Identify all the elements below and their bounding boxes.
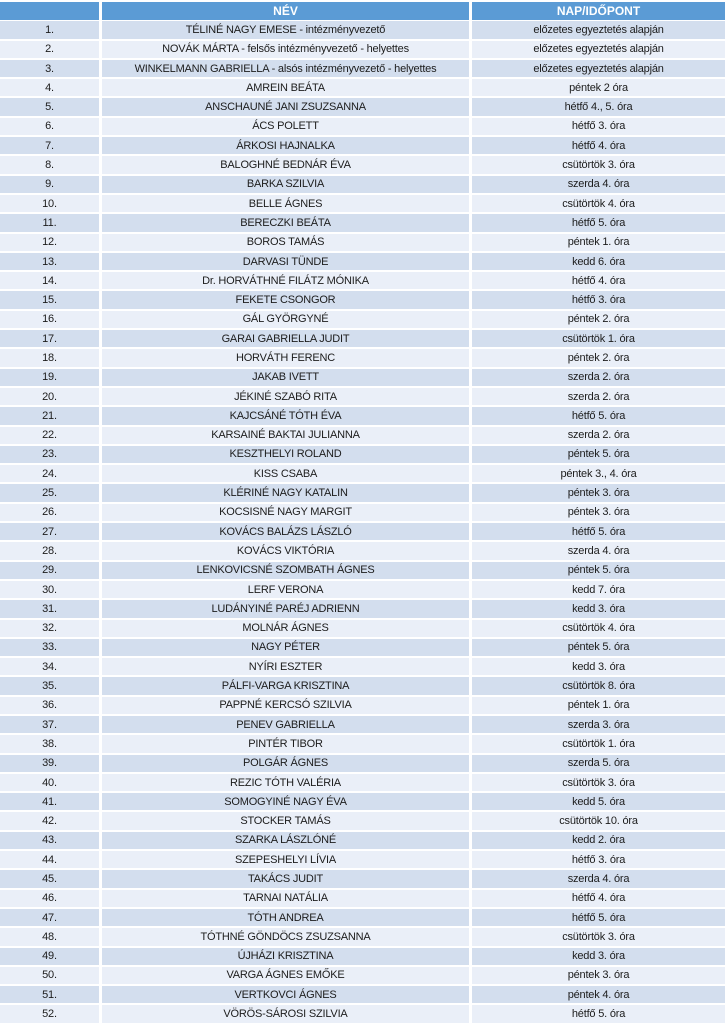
name-cell: PINTÉR TIBOR	[102, 735, 469, 752]
name-cell: FEKETE CSONGOR	[102, 291, 469, 308]
name-cell: LENKOVICSNÉ SZOMBATH ÁGNES	[102, 562, 469, 579]
time-cell: péntek 5. óra	[472, 562, 725, 579]
time-cell: szerda 4. óra	[472, 542, 725, 559]
time-cell: péntek 4. óra	[472, 986, 725, 1003]
row-number: 33.	[0, 639, 99, 656]
time-cell: kedd 2. óra	[472, 832, 725, 849]
time-cell: kedd 6. óra	[472, 253, 725, 270]
name-cell: TÓTH ANDREA	[102, 909, 469, 926]
time-cell: péntek 5. óra	[472, 639, 725, 656]
time-cell: kedd 7. óra	[472, 581, 725, 598]
name-cell: BALOGHNÉ BEDNÁR ÉVA	[102, 156, 469, 173]
name-cell: KOVÁCS BALÁZS LÁSZLÓ	[102, 523, 469, 540]
time-cell: csütörtök 3. óra	[472, 928, 725, 945]
name-cell: NOVÁK MÁRTA - felsős intézményvezető - helyettes	[102, 41, 469, 58]
name-cell: REZIC TÓTH VALÉRIA	[102, 774, 469, 791]
time-cell: hétfő 5. óra	[472, 214, 725, 231]
time-cell: hétfő 5. óra	[472, 523, 725, 540]
row-number: 26.	[0, 504, 99, 521]
header-nev: NÉV	[102, 2, 469, 20]
time-cell: kedd 5. óra	[472, 793, 725, 810]
row-number: 32.	[0, 620, 99, 637]
row-number: 48.	[0, 928, 99, 945]
name-cell: AMREIN BEÁTA	[102, 79, 469, 96]
name-cell: HORVÁTH FERENC	[102, 349, 469, 366]
time-cell: előzetes egyeztetés alapján	[472, 60, 725, 77]
name-cell: KOVÁCS VIKTÓRIA	[102, 542, 469, 559]
name-cell: KARSAINÉ BAKTAI JULIANNA	[102, 427, 469, 444]
time-cell: péntek 3., 4. óra	[472, 465, 725, 482]
name-cell: MOLNÁR ÁGNES	[102, 620, 469, 637]
row-number: 15.	[0, 291, 99, 308]
row-number: 17.	[0, 330, 99, 347]
name-cell: ANSCHAUNÉ JANI ZSUZSANNA	[102, 98, 469, 115]
name-cell: JÉKINÉ SZABÓ RITA	[102, 388, 469, 405]
time-cell: szerda 2. óra	[472, 427, 725, 444]
name-cell: VERTKOVCI ÁGNES	[102, 986, 469, 1003]
row-number: 23.	[0, 446, 99, 463]
name-cell: SZARKA LÁSZLÓNÉ	[102, 832, 469, 849]
row-number: 31.	[0, 600, 99, 617]
name-cell: GARAI GABRIELLA JUDIT	[102, 330, 469, 347]
name-cell: VÖRÖS-SÁROSI SZILVIA	[102, 1005, 469, 1022]
row-number: 28.	[0, 542, 99, 559]
row-number: 35.	[0, 677, 99, 694]
time-cell: hétfő 5. óra	[472, 909, 725, 926]
time-cell: kedd 3. óra	[472, 600, 725, 617]
time-cell: hétfő 4. óra	[472, 137, 725, 154]
time-cell: péntek 2. óra	[472, 311, 725, 328]
row-number: 1.	[0, 21, 99, 38]
row-number: 22.	[0, 427, 99, 444]
row-number: 42.	[0, 812, 99, 829]
time-cell: szerda 4. óra	[472, 176, 725, 193]
time-cell: hétfő 4. óra	[472, 890, 725, 907]
name-cell: TARNAI NATÁLIA	[102, 890, 469, 907]
name-cell: SOMOGYINÉ NAGY ÉVA	[102, 793, 469, 810]
time-cell: csütörtök 8. óra	[472, 677, 725, 694]
row-number: 30.	[0, 581, 99, 598]
header-nap-idopont: NAP/IDŐPONT	[472, 2, 725, 20]
time-cell: hétfő 5. óra	[472, 407, 725, 424]
name-cell: NYÍRI ESZTER	[102, 658, 469, 675]
name-cell: STOCKER TAMÁS	[102, 812, 469, 829]
row-number: 37.	[0, 716, 99, 733]
row-number: 3.	[0, 60, 99, 77]
row-number: 45.	[0, 870, 99, 887]
name-cell: TÉLINÉ NAGY EMESE - intézményvezető	[102, 21, 469, 38]
name-cell: KISS CSABA	[102, 465, 469, 482]
header-number-corner	[0, 2, 99, 20]
row-number: 7.	[0, 137, 99, 154]
time-cell: csütörtök 3. óra	[472, 774, 725, 791]
row-number: 49.	[0, 948, 99, 965]
time-cell: szerda 3. óra	[472, 716, 725, 733]
name-cell: TÓTHNÉ GÖNDÖCS ZSUZSANNA	[102, 928, 469, 945]
time-cell: hétfő 4. óra	[472, 272, 725, 289]
row-number: 4.	[0, 79, 99, 96]
row-number: 39.	[0, 755, 99, 772]
name-cell: LERF VERONA	[102, 581, 469, 598]
name-cell: KOCSISNÉ NAGY MARGIT	[102, 504, 469, 521]
row-number: 52.	[0, 1005, 99, 1022]
time-cell: csütörtök 1. óra	[472, 330, 725, 347]
time-cell: péntek 3. óra	[472, 504, 725, 521]
name-cell: PAPPNÉ KERCSÓ SZILVIA	[102, 697, 469, 714]
row-number: 47.	[0, 909, 99, 926]
time-cell: csütörtök 1. óra	[472, 735, 725, 752]
name-cell: Dr. HORVÁTHNÉ FILÁTZ MÓNIKA	[102, 272, 469, 289]
row-number: 12.	[0, 234, 99, 251]
name-cell: ÁRKOSI HAJNALKA	[102, 137, 469, 154]
row-number: 51.	[0, 986, 99, 1003]
row-number: 11.	[0, 214, 99, 231]
time-cell: péntek 3. óra	[472, 967, 725, 984]
name-cell: ÚJHÁZI KRISZTINA	[102, 948, 469, 965]
row-number: 5.	[0, 98, 99, 115]
row-number: 9.	[0, 176, 99, 193]
name-cell: POLGÁR ÁGNES	[102, 755, 469, 772]
row-number: 46.	[0, 890, 99, 907]
row-number: 8.	[0, 156, 99, 173]
time-cell: péntek 1. óra	[472, 234, 725, 251]
time-cell: péntek 1. óra	[472, 697, 725, 714]
row-number: 29.	[0, 562, 99, 579]
time-cell: szerda 5. óra	[472, 755, 725, 772]
time-cell: csütörtök 4. óra	[472, 195, 725, 212]
name-cell: VARGA ÁGNES EMŐKE	[102, 967, 469, 984]
time-cell: péntek 2 óra	[472, 79, 725, 96]
row-number: 6.	[0, 118, 99, 135]
name-cell: KESZTHELYI ROLAND	[102, 446, 469, 463]
time-cell: szerda 2. óra	[472, 388, 725, 405]
row-number: 13.	[0, 253, 99, 270]
name-cell: TAKÁCS JUDIT	[102, 870, 469, 887]
time-cell: szerda 4. óra	[472, 870, 725, 887]
row-number: 16.	[0, 311, 99, 328]
time-cell: hétfő 4., 5. óra	[472, 98, 725, 115]
name-cell: KAJCSÁNÉ TÓTH ÉVA	[102, 407, 469, 424]
row-number: 21.	[0, 407, 99, 424]
name-cell: BELLE ÁGNES	[102, 195, 469, 212]
time-cell: előzetes egyeztetés alapján	[472, 21, 725, 38]
time-cell: kedd 3. óra	[472, 948, 725, 965]
time-cell: péntek 5. óra	[472, 446, 725, 463]
name-cell: ÁCS POLETT	[102, 118, 469, 135]
row-number: 25.	[0, 484, 99, 501]
row-number: 43.	[0, 832, 99, 849]
name-cell: BOROS TAMÁS	[102, 234, 469, 251]
row-number: 10.	[0, 195, 99, 212]
time-cell: hétfő 3. óra	[472, 291, 725, 308]
time-cell: péntek 3. óra	[472, 484, 725, 501]
row-number: 20.	[0, 388, 99, 405]
name-cell: KLÉRINÉ NAGY KATALIN	[102, 484, 469, 501]
time-cell: hétfő 3. óra	[472, 118, 725, 135]
name-cell: BERECZKI BEÁTA	[102, 214, 469, 231]
name-cell: PENEV GABRIELLA	[102, 716, 469, 733]
time-cell: csütörtök 10. óra	[472, 812, 725, 829]
row-number: 40.	[0, 774, 99, 791]
name-cell: WINKELMANN GABRIELLA - alsós intézményvezető - helyettes	[102, 60, 469, 77]
row-number: 19.	[0, 369, 99, 386]
time-cell: csütörtök 3. óra	[472, 156, 725, 173]
row-number: 27.	[0, 523, 99, 540]
row-number: 38.	[0, 735, 99, 752]
time-cell: péntek 2. óra	[472, 349, 725, 366]
row-number: 44.	[0, 851, 99, 868]
row-number: 50.	[0, 967, 99, 984]
time-cell: csütörtök 4. óra	[472, 620, 725, 637]
name-cell: JAKAB IVETT	[102, 369, 469, 386]
name-cell: SZEPESHELYI LÍVIA	[102, 851, 469, 868]
row-number: 14.	[0, 272, 99, 289]
name-cell: GÁL GYÖRGYNÉ	[102, 311, 469, 328]
row-number: 24.	[0, 465, 99, 482]
row-number: 36.	[0, 697, 99, 714]
row-number: 2.	[0, 41, 99, 58]
time-cell: kedd 3. óra	[472, 658, 725, 675]
row-number: 41.	[0, 793, 99, 810]
row-number: 18.	[0, 349, 99, 366]
name-cell: BARKA SZILVIA	[102, 176, 469, 193]
time-cell: szerda 2. óra	[472, 369, 725, 386]
name-cell: DARVASI TÜNDE	[102, 253, 469, 270]
time-cell: hétfő 3. óra	[472, 851, 725, 868]
name-cell: PÁLFI-VARGA KRISZTINA	[102, 677, 469, 694]
time-cell: előzetes egyeztetés alapján	[472, 41, 725, 58]
name-cell: LUDÁNYINÉ PARÉJ ADRIENN	[102, 600, 469, 617]
name-cell: NAGY PÉTER	[102, 639, 469, 656]
time-cell: hétfő 5. óra	[472, 1005, 725, 1022]
row-number: 34.	[0, 658, 99, 675]
